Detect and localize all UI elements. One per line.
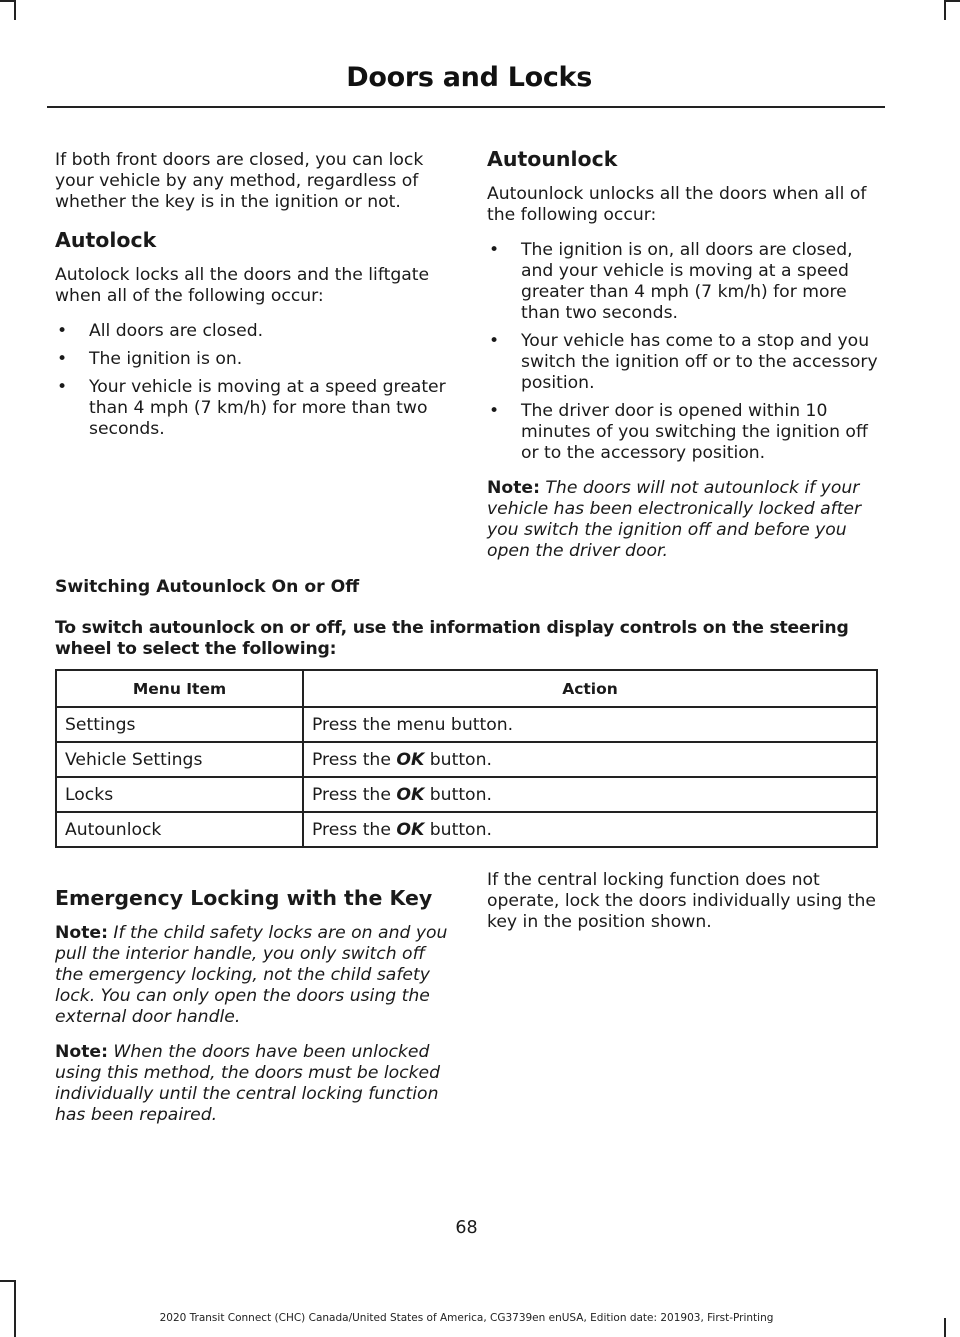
menu-item-cell: Autounlock xyxy=(56,812,303,847)
list-item: • The ignition is on. xyxy=(57,349,243,369)
emergency-left-column xyxy=(55,885,450,1140)
bullet-icon: • xyxy=(57,349,68,369)
table-row xyxy=(56,812,877,847)
column-header-action: Action xyxy=(303,670,877,707)
action-cell: Press the OK button. xyxy=(303,812,877,847)
emergency-note-2: Note: When the doors have been unlocked using this method, the doors must be locked individually until the central locking function has been repaired. xyxy=(55,1042,441,1125)
table-row xyxy=(56,707,877,742)
crop-mark xyxy=(0,0,14,2)
autolock-heading: Autolock xyxy=(55,228,157,252)
table-row xyxy=(56,777,877,812)
action-cell: Press the OK button. xyxy=(303,777,877,812)
list-item: • Your vehicle is moving at a speed greater than 4 mph (7 km/h) for more than two seconds. xyxy=(57,377,446,439)
crop-mark xyxy=(0,1280,14,1282)
crop-mark xyxy=(14,1280,16,1337)
intro-paragraph: If both front doors are closed, you can lock your vehicle by any method, regardless of whether the key is in the ignition or not. xyxy=(55,150,424,212)
bullet-icon: • xyxy=(489,240,500,260)
autounlock-note: Note: The doors will not autounlock if your vehicle has been electronically locked after you switch the ignition off and before you open the driver door. xyxy=(487,478,862,561)
page-number: 68 xyxy=(455,1218,478,1238)
autounlock-heading: Autounlock xyxy=(487,147,618,171)
footer-text: 2020 Transit Connect (CHC) Canada/United States of America, CG3739en enUSA, Edition date: 201903, First-Printing xyxy=(159,1312,774,1324)
emergency-heading: Emergency Locking with the Key xyxy=(55,886,433,910)
emergency-right-paragraph: If the central locking function does not operate, lock the doors individually using the key in the position shown. xyxy=(487,870,877,932)
autounlock-list xyxy=(487,240,882,464)
switching-heading: Switching Autounlock On or Off xyxy=(55,577,360,597)
page-title: Doors and Locks xyxy=(346,62,592,93)
column-header-menu-item: Menu Item xyxy=(56,670,303,707)
bullet-icon: • xyxy=(57,321,68,341)
emergency-note-1: Note: If the child safety locks are on and you pull the interior handle, you only switch off the emergency locking, not the child safety lock. You can only open the doors using the external door handle. xyxy=(55,923,448,1027)
menu-item-cell: Locks xyxy=(56,777,303,812)
left-column xyxy=(55,150,450,454)
crop-mark xyxy=(944,0,946,20)
list-item: • The ignition is on, all doors are closed, and your vehicle is moving at a speed greater than 4 mph (7 km/h) for more than two seconds. xyxy=(489,240,853,323)
table-header-row xyxy=(56,670,877,707)
list-item: • Your vehicle has come to a stop and you switch the ignition off or to the accessory position. xyxy=(489,331,878,393)
table-row xyxy=(56,742,877,777)
header-divider xyxy=(47,106,885,108)
crop-mark xyxy=(14,0,16,20)
bullet-icon: • xyxy=(489,401,500,421)
action-cell: Press the OK button. xyxy=(303,742,877,777)
list-item: • The driver door is opened within 10 minutes of you switching the ignition off or to the accessory position. xyxy=(489,401,868,463)
autolock-description: Autolock locks all the doors and the liftgate when all of the following occur: xyxy=(55,265,430,306)
autolock-list xyxy=(55,321,450,440)
menu-item-cell: Vehicle Settings xyxy=(56,742,303,777)
emergency-right-column xyxy=(487,870,882,947)
list-item: • All doors are closed. xyxy=(57,321,264,341)
bullet-icon: • xyxy=(57,377,68,397)
switching-intro: To switch autounlock on or off, use the information display controls on the steering wheel to select the following: xyxy=(55,618,849,659)
bullet-icon: • xyxy=(489,331,500,351)
menu-table xyxy=(55,669,878,848)
crop-mark xyxy=(944,0,960,2)
autounlock-description: Autounlock unlocks all the doors when all of the following occur: xyxy=(487,184,867,225)
action-cell: Press the menu button. xyxy=(303,707,877,742)
menu-item-cell: Settings xyxy=(56,707,303,742)
right-column xyxy=(487,146,882,576)
crop-mark xyxy=(944,1318,946,1337)
